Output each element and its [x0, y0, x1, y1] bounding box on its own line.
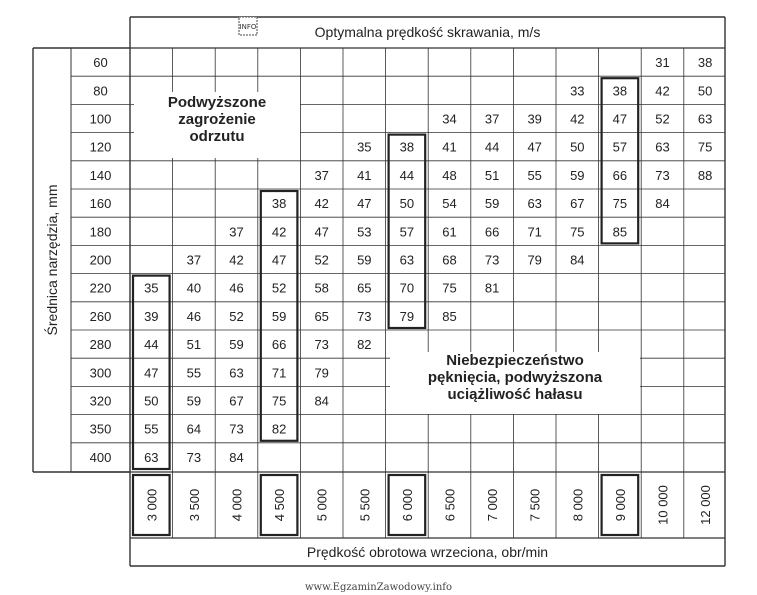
table-cell: 52: [229, 308, 244, 324]
table-cell: 34: [442, 111, 457, 127]
table-cell: 38: [697, 55, 713, 71]
breakage-zone-label: [390, 352, 640, 414]
table-cell: 63: [527, 196, 542, 212]
table-cell: 73: [357, 308, 372, 324]
table-cell: 73: [484, 252, 500, 268]
table-cell: 39: [144, 308, 159, 324]
table-cell: 50: [399, 196, 415, 212]
left-title: Średnica narzędzia, mm: [44, 184, 60, 336]
speed-label: 3 000: [144, 488, 160, 522]
table-cell: 61: [442, 224, 457, 240]
table-cell: 59: [570, 167, 585, 183]
table-cell: 81: [484, 280, 500, 296]
table-cell: 63: [144, 449, 159, 465]
table-cell: 65: [357, 280, 372, 296]
diameter-label: 180: [89, 224, 112, 240]
table-cell: 44: [144, 337, 159, 353]
table-cell: 75: [570, 224, 585, 240]
table-cell: 35: [357, 139, 372, 155]
table-cell: 52: [314, 252, 329, 268]
table-cell: 68: [442, 252, 457, 268]
kickback-zone-label: [134, 92, 300, 158]
table-cell: 70: [399, 280, 415, 296]
table-cell: 48: [442, 167, 457, 183]
table-cell: 71: [527, 224, 542, 240]
table-cell: 37: [229, 224, 244, 240]
speed-label: 12 000: [698, 485, 714, 525]
diameter-label: 320: [89, 393, 112, 409]
table-cell: 54: [442, 196, 457, 212]
speed-label: 8 000: [570, 488, 586, 522]
info-badge-text: INFO: [239, 23, 257, 31]
table-cell: 31: [655, 55, 670, 71]
speed-label: 5 000: [314, 488, 330, 522]
table-cell: 66: [484, 224, 500, 240]
diameter-label: 120: [89, 139, 112, 155]
table-cell: 46: [186, 308, 202, 324]
speed-label: 6 500: [442, 488, 458, 522]
table-cell: 67: [229, 393, 244, 409]
table-cell: 55: [144, 421, 159, 437]
table-cell: 41: [357, 167, 372, 183]
diameter-label: 80: [93, 83, 108, 99]
table-cell: 85: [612, 224, 628, 240]
table-cell: 38: [399, 139, 415, 155]
table-cell: 64: [186, 421, 202, 437]
table-cell: 52: [655, 111, 670, 127]
table-cell: 47: [357, 196, 372, 212]
diameter-label: 220: [89, 280, 112, 296]
table-cell: 50: [144, 393, 159, 409]
source-footer: www.EgzaminZawodowy.info: [304, 582, 453, 593]
table-cell: 42: [655, 83, 670, 99]
table-cell: 59: [229, 337, 244, 353]
speed-label: 4 500: [272, 488, 288, 522]
table-cell: 39: [527, 111, 542, 127]
breakage-line-2: pęknięcia, podwyższona: [427, 369, 603, 386]
table-cell: 47: [271, 252, 287, 268]
diameter-label: 140: [89, 167, 112, 183]
table-cell: 42: [314, 196, 329, 212]
breakage-line-3: uciążliwość hałasu: [447, 386, 583, 403]
table-cell: 55: [527, 167, 542, 183]
table-cell: 75: [271, 393, 287, 409]
diameter-label: 280: [89, 337, 112, 353]
table-cell: 41: [442, 139, 457, 155]
table-cell: 67: [570, 196, 585, 212]
table-cell: 50: [570, 139, 585, 155]
table-cell: 84: [314, 393, 329, 409]
diameter-label: 260: [89, 308, 112, 324]
table-cell: 47: [527, 139, 542, 155]
speed-label: 3 500: [186, 488, 202, 522]
table-cell: 84: [570, 252, 585, 268]
table-cell: 38: [271, 196, 287, 212]
table-cell: 66: [271, 337, 287, 353]
table-cell: 40: [186, 280, 202, 296]
info-badge: [238, 16, 258, 36]
table-cell: 37: [314, 167, 329, 183]
table-cell: 84: [655, 196, 670, 212]
diameter-label: 350: [89, 421, 112, 437]
diameter-label: 300: [89, 365, 112, 381]
speed-label: 7 500: [527, 488, 543, 522]
table-cell: 47: [612, 111, 628, 127]
speed-label: 4 000: [229, 488, 245, 522]
table-cell: 79: [399, 308, 415, 324]
table-cell: 37: [186, 252, 202, 268]
diameter-label: 60: [93, 55, 108, 71]
speed-label: 10 000: [655, 485, 671, 525]
diameter-label: 160: [89, 196, 112, 212]
table-cell: 84: [229, 449, 244, 465]
table-cell: 63: [399, 252, 415, 268]
table-cell: 82: [357, 337, 372, 353]
kickback-line-2: zagrożenie: [178, 111, 256, 128]
table-cell: 66: [612, 167, 628, 183]
table-cell: 85: [442, 308, 457, 324]
table-cell: 59: [186, 393, 202, 409]
table-cell: 73: [314, 337, 329, 353]
table-cell: 88: [697, 167, 713, 183]
table-cell: 35: [144, 280, 159, 296]
table-cell: 57: [399, 224, 415, 240]
table-cell: 51: [484, 167, 500, 183]
table-cell: 79: [314, 365, 329, 381]
table-cell: 47: [314, 224, 329, 240]
table-cell: 71: [271, 365, 287, 381]
table-cell: 58: [314, 280, 329, 296]
speed-label: 6 000: [399, 488, 415, 522]
table-cell: 37: [484, 111, 500, 127]
table-cell: 50: [697, 83, 713, 99]
table-cell: 59: [484, 196, 500, 212]
speed-label: 9 000: [612, 488, 628, 522]
table-cell: 53: [357, 224, 372, 240]
table-cell: 55: [186, 365, 202, 381]
table-cell: 47: [144, 365, 159, 381]
table-cell: 44: [484, 139, 500, 155]
table-cell: 75: [612, 196, 628, 212]
top-title: Optymalna prędkość skrawania, m/s: [314, 24, 541, 40]
table-cell: 42: [271, 224, 287, 240]
table-cell: 63: [655, 139, 670, 155]
table-cell: 44: [399, 167, 415, 183]
table-cell: 59: [357, 252, 372, 268]
kickback-line-3: odrzutu: [189, 128, 245, 145]
table-cell: 75: [442, 280, 457, 296]
table-cell: 59: [271, 308, 287, 324]
bottom-title: Prędkość obrotowa wrzeciona, obr/min: [306, 544, 549, 560]
kickback-line-1: Podwyższone: [167, 94, 267, 111]
table-cell: 82: [271, 421, 287, 437]
table-cell: 52: [271, 280, 287, 296]
table-cell: 38: [612, 83, 628, 99]
table-cell: 65: [314, 308, 329, 324]
table-cell: 57: [612, 139, 628, 155]
table-cell: 42: [229, 252, 244, 268]
table-cell: 73: [186, 449, 202, 465]
speed-label: 7 000: [485, 488, 501, 522]
table-cell: 42: [570, 111, 585, 127]
table-cell: 75: [697, 139, 713, 155]
table-cell: 63: [229, 365, 244, 381]
speed-label: 5 500: [357, 488, 373, 522]
table-cell: 51: [186, 337, 202, 353]
table-cell: 73: [229, 421, 244, 437]
diameter-label: 100: [89, 111, 112, 127]
breakage-line-1: Niebezpieczeństwo: [446, 352, 584, 369]
table-cell: 73: [655, 167, 670, 183]
diameter-label: 400: [89, 449, 112, 465]
table-cell: 63: [697, 111, 713, 127]
table-cell: 33: [570, 83, 585, 99]
diameter-label: 200: [89, 252, 112, 268]
table-cell: 46: [229, 280, 244, 296]
table-cell: 79: [527, 252, 542, 268]
